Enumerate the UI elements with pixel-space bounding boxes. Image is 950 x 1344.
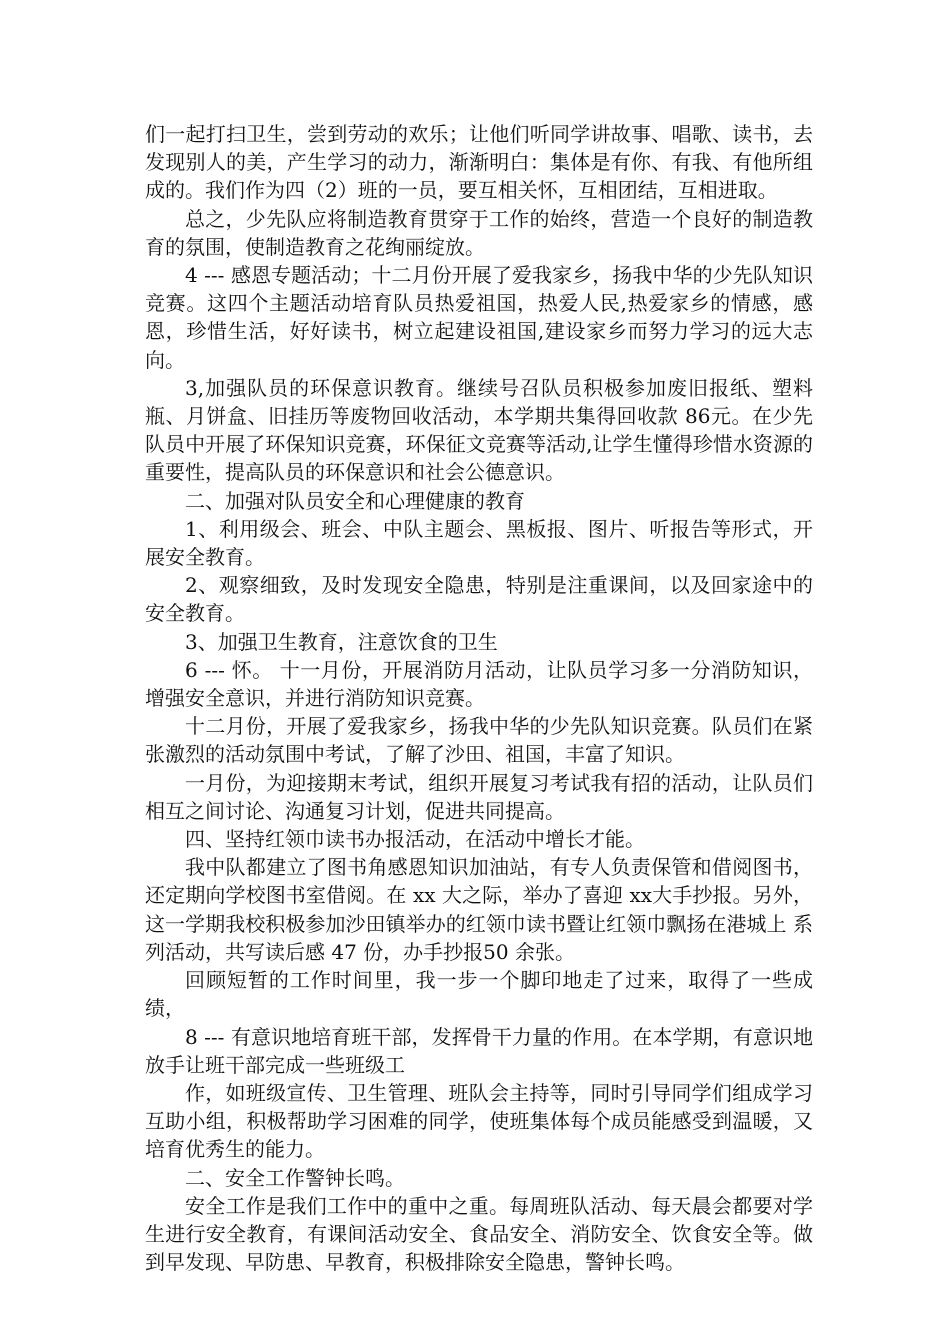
paragraph-10: 十二月份，开展了爱我家乡，扬我中华的少先队知识竞赛。队员们在紧张激烈的活动氛围中考试，了解了沙田、祖国，丰富了知识。 [145, 714, 813, 767]
paragraph-3: 4 --- 感恩专题活动；十二月份开展了爱我家乡，扬我中华的少先队知识竞赛。这四个主题活动培育队员热爱祖国，热爱人民,热爱家乡的情感，感恩，珍惜生活，好好读书，树立起建设祖国,建设家乡而努力学习的远大志向。 [145, 263, 813, 372]
section-heading-safety-mental-health: 二、加强对队员安全和心理健康的教育 [185, 488, 525, 513]
paragraph-14: 回顾短暂的工作时间里，我一步一个脚印地走了过来，取得了一些成绩， [145, 968, 813, 1021]
paragraph-4: 3,加强队员的环保意识教育。继续号召队员积极参加废旧报纸、塑料瓶、月饼盒、旧挂历等废物回收活动，本学期共集得回收款 86元。在少先队员中开展了环保知识竞赛，环保征文竞赛等活动,让学生懂得珍惜水资源的重要性，提高队员的环保意识和社会公德意识。 [145, 375, 813, 485]
paragraph-9: 6 --- 怀。 十一月份，开展消防月活动，让队员学习多一分消防知识，增强安全意识，并进行消防知识竞赛。 [145, 657, 813, 711]
section-heading-safety-alarm: 二、安全工作警钟长鸣。 [185, 1165, 405, 1190]
paragraph-1: 们一起打扫卫生，尝到劳动的欢乐；让他们听同学讲故事、唱歌、读书，去发现别人的美，产生学习的动力，渐渐明白：集体是有你、有我、有他所组成的。我们作为四（2）班的一员，要互相关怀，互相团结，互相进取。 [145, 122, 813, 203]
paragraph-6: 1、利用级会、班会、中队主题会、黑板报、图片、听报告等形式，开展安全教育。 [145, 516, 813, 570]
paragraph-18: 安全工作是我们工作中的重中之重。每周班队活动、每天晨会都要对学生进行安全教育，有课间活动安全、食品安全、消防安全、饮食安全等。做到早发现、早防患、早教育，积极排除安全隐患，警钟长鸣。 [145, 1193, 813, 1275]
paragraph-16: 作，如班级宣传、卫生管理、班队会主持等，同时引导同学们组成学习互助小组，积极帮助学习困难的同学，使班集体每个成员能感受到温暖，又培育优秀生的能力。 [145, 1080, 813, 1162]
section-heading-reading-activity: 四、坚持红领巾读书办报活动，在活动中增长才能。 [185, 827, 645, 852]
paragraph-8: 3、加强卫生教育，注意饮食的卫生 [185, 629, 498, 654]
paragraph-7: 2、观察细致，及时发现安全隐患，特别是注重课间，以及回家途中的安全教育。 [145, 573, 813, 626]
paragraph-15: 8 --- 有意识地培育班干部，发挥骨干力量的作用。在本学期，有意识地放手让班干部完成一些班级工 [145, 1024, 813, 1077]
document-body [145, 120, 813, 1276]
paragraph-11: 一月份，为迎接期末考试，组织开展复习考试我有招的活动，让队员们相互之间讨论、沟通复习计划，促进共同提高。 [145, 770, 813, 823]
paragraph-13: 我中队都建立了图书角感恩知识加油站，有专人负责保管和借阅图书，还定期向学校图书室借阅。在 xx 大之际，举办了喜迎 xx大手抄报。另外，这一学期我校积极参加沙田镇举办的红领巾读书暨让红领巾飘扬在港城上 系列活动，共写读后感 47 份，办手抄报50 余张。 [145, 855, 813, 964]
paragraph-2: 总之，少先队应将制造教育贯穿于工作的始终，营造一个良好的制造教育的氛围，使制造教育之花绚丽绽放。 [145, 206, 813, 259]
